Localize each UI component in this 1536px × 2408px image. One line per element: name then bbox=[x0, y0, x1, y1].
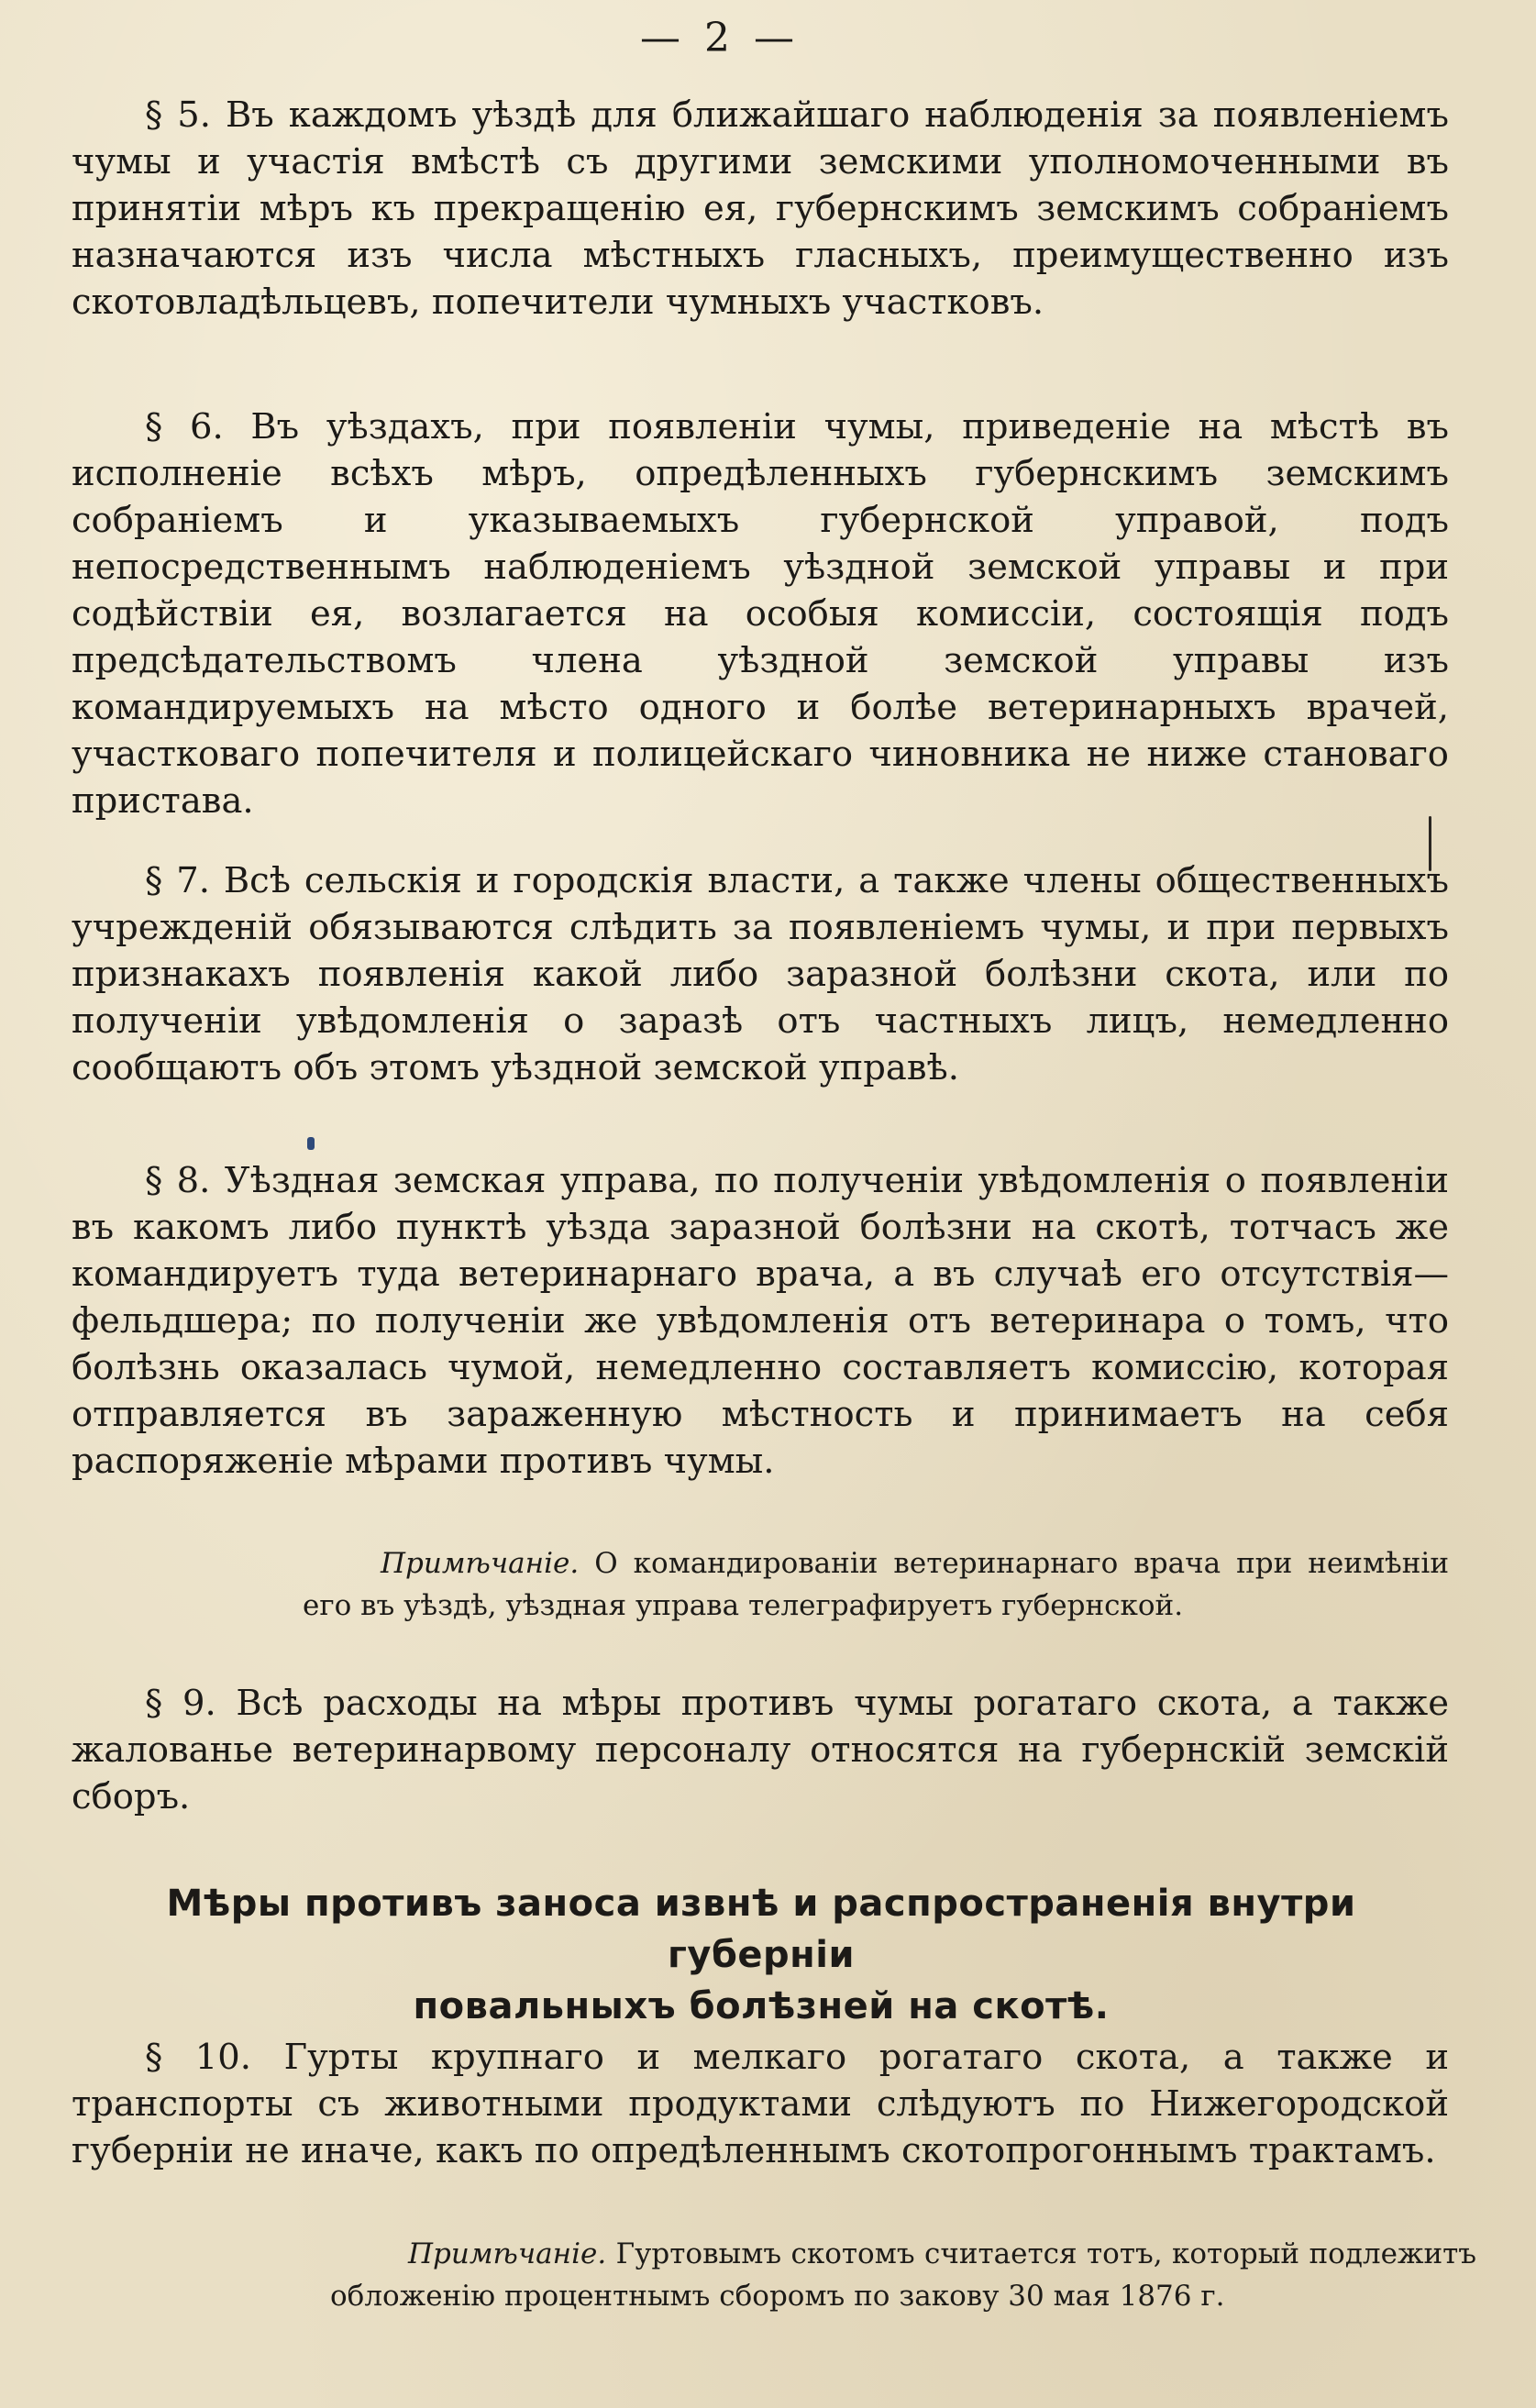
note-2-text: Гуртовымъ скотомъ считается тотъ, который подлежитъ обложенію процентнымъ сборомъ по закову 30 мая 1876 г. bbox=[330, 2237, 1476, 2313]
note-1-label: Примѣчаніе. bbox=[381, 1547, 580, 1580]
note-2 bbox=[330, 2233, 1476, 2317]
paragraph-5: § 5. Въ каждомъ уѣздѣ для ближайшаго наблюденія за появленіемъ чумы и участія вмѣстѣ съ другими земскими уполномоченными въ принятіи мѣръ къ прекращенію ея, губернскимъ земскимъ собраніемъ назначаются изъ числа мѣстныхъ гласныхъ, преимущественно изъ скотовладѣльцевъ, попечители чумныхъ участковъ. bbox=[72, 94, 1449, 323]
paragraph-10: § 10. Гурты крупнаго и мелкаго рогатаго скота, а также и транспорты съ животными продуктами слѣдуютъ по Нижегородской губерніи не иначе, какъ по опредѣленнымъ скотопрогоннымъ трактамъ. bbox=[72, 2037, 1449, 2171]
note-2-label: Примѣчаніе. bbox=[408, 2237, 607, 2270]
note-1 bbox=[303, 1542, 1449, 1627]
paragraph-9: § 9. Всѣ расходы на мѣры противъ чумы рогатаго скота, а также жалованье ветеринарвому персоналу относятся на губернскій земскій сборъ. bbox=[72, 1683, 1449, 1817]
section-heading-line-2: повальныхъ болѣзней на скотѣ. bbox=[413, 1985, 1110, 2027]
paragraph-8: § 8. Уѣздная земская управа, по полученіи увѣдомленія о появленіи въ какомъ либо пунктѣ уѣзда заразной болѣзни на скотѣ, тотчасъ же командируетъ туда ветеринарнаго врача, а въ случаѣ его отсутствія—фельдшера; по полученіи же увѣдомленія отъ ветеринара о томъ, что болѣзнь оказалась чумой, немедленно составляетъ комиссію, которая отправляется въ зараженную мѣстность и принимаетъ на себя распоряженіе мѣрами противъ чумы. bbox=[72, 1160, 1449, 1482]
page-number: — 2 — bbox=[640, 15, 800, 61]
ink-spot bbox=[307, 1137, 315, 1150]
note-1-text: О командированіи ветеринарнаго врача при неимѣніи его въ уѣздѣ, уѣздная управа телеграфируетъ губернской. bbox=[303, 1547, 1449, 1622]
section-heading-line-1: Мѣры противъ заноса извнѣ и распространенія внутри губерніи bbox=[166, 1883, 1356, 1976]
section-heading bbox=[110, 1878, 1412, 2032]
paragraph-7: § 7. Всѣ сельскія и городскія власти, а также члены общественныхъ учрежденій обязываются слѣдить за появленіемъ чумы, и при первыхъ признакахъ появленія какой либо заразной болѣзни скота, или по полученіи увѣдомленія о заразѣ отъ частныхъ лицъ, немедленно сообщаютъ объ этомъ уѣздной земской управѣ. bbox=[72, 860, 1449, 1088]
paragraph-6: § 6. Въ уѣздахъ, при появленіи чумы, приведеніе на мѣстѣ въ исполненіе всѣхъ мѣръ, опредѣленныхъ губернскимъ земскимъ собраніемъ и указываемыхъ губернской управой, подъ непосредственнымъ наблюденіемъ уѣздной земской управы и при содѣйствіи ея, возлагается на особыя комиссіи, состоящія подъ предсѣдательствомъ члена уѣздной земской управы изъ командируемыхъ на мѣсто одного и болѣе ветеринарныхъ врачей, участковаго попечителя и полицейскаго чиновника не ниже становаго пристава. bbox=[72, 406, 1449, 822]
